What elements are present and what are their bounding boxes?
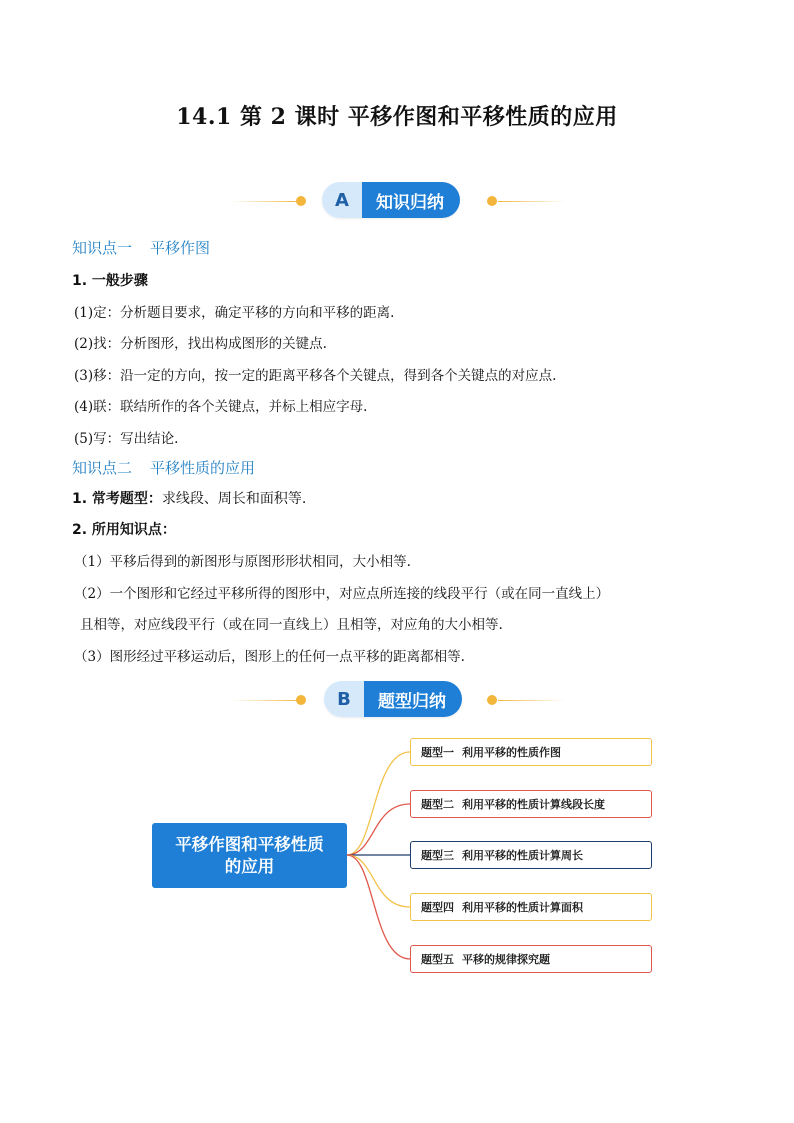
kp1-topic: 平移作图 xyxy=(150,239,211,257)
kp2-name: 知识点二 xyxy=(72,459,133,477)
connector-5 xyxy=(347,855,410,959)
mindmap-branch-2 xyxy=(410,790,652,818)
branch-type: 题型四 xyxy=(421,901,454,914)
branch-text: 平移的规律探究题 xyxy=(462,953,550,966)
section-a-label: 知识归纳 xyxy=(362,182,460,218)
kp2-item-1-text: 求线段、周长和面积等. xyxy=(161,491,307,507)
mindmap-branch-1 xyxy=(410,738,652,766)
mindmap-branch-4 xyxy=(410,893,652,921)
branch-text: 利用平移的性质计算面积 xyxy=(462,901,583,914)
branch-type: 题型三 xyxy=(421,849,454,862)
mindmap-root-line-2: 的应用 xyxy=(224,856,275,876)
kp1-subheading: 1. 一般步骤 xyxy=(72,273,148,289)
mindmap-root xyxy=(152,823,347,888)
branch-type: 题型一 xyxy=(421,746,454,759)
mindmap-root-line-1: 平移作图和平移性质 xyxy=(175,834,324,854)
section-b-label: 题型归纳 xyxy=(364,681,462,717)
connector-1 xyxy=(347,752,410,855)
branch-text: 利用平移的性质计算线段长度 xyxy=(462,798,605,811)
step-2: (2)找：分析图形，找出构成图形的关键点. xyxy=(74,336,327,352)
section-a-letter: A xyxy=(322,182,362,218)
mindmap-branch-5 xyxy=(410,945,652,973)
kp2-item-2-label: 2. 所用知识点： xyxy=(72,522,176,538)
mindmap-branch-3 xyxy=(410,841,652,869)
point-3: （3）图形经过平移运动后，图形上的任何一点平移的距离都相等. xyxy=(74,649,465,665)
step-5: (5)写：写出结论. xyxy=(74,431,179,447)
connector-4 xyxy=(347,855,410,907)
connector-2 xyxy=(347,804,410,855)
step-4: (4)联：联结所作的各个关键点，并标上相应字母. xyxy=(74,399,368,415)
branch-type: 题型二 xyxy=(421,798,454,811)
branch-text: 利用平移的性质作图 xyxy=(462,746,561,759)
point-1: （1）平移后得到的新图形与原图形形状相同，大小相等. xyxy=(74,554,411,570)
kp1-name: 知识点一 xyxy=(72,239,133,257)
kp2-item-1-label: 1. 常考题型： xyxy=(72,491,162,507)
kp2-topic: 平移性质的应用 xyxy=(150,459,256,477)
section-b-letter: B xyxy=(324,681,364,717)
branch-type: 题型五 xyxy=(421,953,454,966)
step-1: (1)定：分析题目要求，确定平移的方向和平移的距离. xyxy=(74,305,395,321)
point-2-continued: 且相等，对应线段平行（或在同一直线上）且相等，对应角的大小相等. xyxy=(80,617,503,633)
point-2: （2）一个图形和它经过平移所得的图形中，对应点所连接的线段平行（或在同一直线上） xyxy=(74,586,610,602)
branch-text: 利用平移的性质计算周长 xyxy=(462,849,583,862)
page-title: 14.1 第 2 课时 平移作图和平移性质的应用 xyxy=(176,104,618,130)
step-3: (3)移：沿一定的方向，按一定的距离平移各个关键点，得到各个关键点的对应点. xyxy=(74,368,557,384)
